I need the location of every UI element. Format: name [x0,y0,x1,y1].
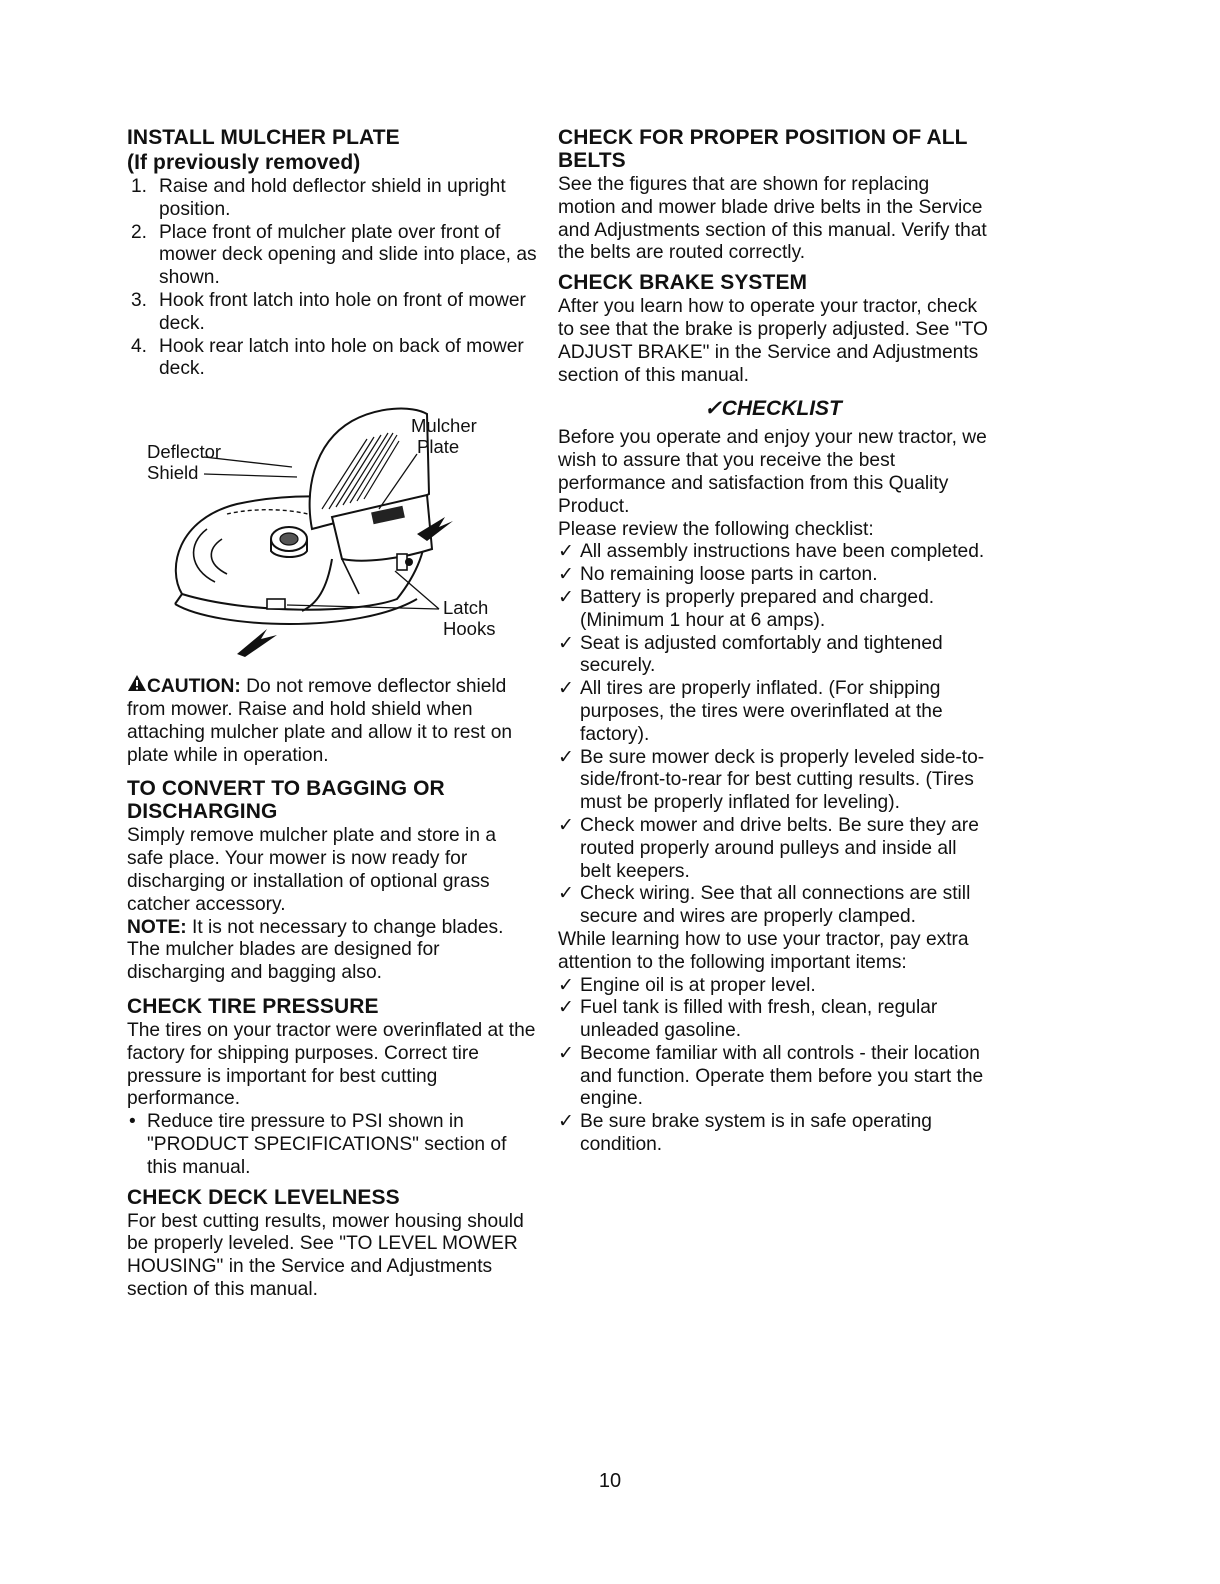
list-item [558,1111,988,1157]
check-mark-icon: ✓ [558,678,575,700]
list-item [558,997,988,1043]
list-item [558,564,988,587]
tire-heading: CHECK TIRE PRESSURE [127,994,379,1018]
step-text: Place front of mulcher plate over front of mower deck opening and slide into place, as shown. [159,221,537,289]
step-number: 1. [131,176,148,197]
latch-label-line2: Hooks [443,618,496,640]
step-number: 2. [131,221,148,243]
checklist-item-text: No remaining loose parts in carton. [580,564,878,586]
caution-label: CAUTION: [147,676,241,698]
left-column [127,126,537,1302]
deck-heading: CHECK DECK LEVELNESS [127,1185,400,1209]
check-mark-icon: ✓ [558,564,575,586]
checklist-intro: Before you operate and enjoy your new tractor, we wish to assure that you receive the best performance and satisfaction from this Quality Product. [558,427,987,517]
step-text: Hook rear latch into hole on back of mower deck. [159,335,524,380]
check-mark-icon: ✓ [558,814,575,836]
checklist-review: Please review the following checklist: [558,518,874,540]
checklist-item-text: Seat is adjusted comfortably and tightened securely. [580,632,943,677]
list-item [558,587,988,633]
checklist-item-text: All tires are properly inflated. (For shipping purposes, the tires were overinflated at the factory). [580,678,943,745]
list-item [558,975,988,998]
belts-body: See the figures that are shown for replacing motion and mower blade drive belts in the Service and Adjustments section of this manual. Verify that the belts are routed correctly. [558,174,987,264]
checklist-item-text: Check mower and drive belts. Be sure they are routed properly around pulleys and inside all belt keepers. [580,814,979,882]
warning-triangle-icon [127,674,147,692]
checklist-section [558,397,988,1157]
step-number: 4. [131,335,148,357]
check-mark-icon: ✓ [558,1111,575,1133]
list-item [558,633,988,679]
tire-body: The tires on your tractor were overinflated at the factory for shipping purposes. Correct tire pressure is important for best cutting performance. [127,1019,536,1110]
checklist-item-text: Become familiar with all controls - their location and function. Operate them before you start the engine. [580,1042,984,1110]
checklist-item-text: Fuel tank is filled with fresh, clean, regular unleaded gasoline. [580,997,938,1042]
step-text: Hook front latch into hole on front of mower deck. [159,289,526,334]
brake-heading: CHECK BRAKE SYSTEM [558,271,808,295]
list-item [558,747,988,815]
step-number: 3. [131,289,148,311]
spacer [127,985,537,995]
install-mulcher-section [127,126,537,381]
checklist-item-text: Be sure brake system is in safe operating condition. [580,1111,932,1156]
convert-heading: TO CONVERT TO BAGGING OR DISCHARGING [127,777,445,824]
check-mark-icon: ✓ [558,974,575,996]
checklist-item-text: All assembly instructions have been completed. [580,541,985,563]
checklist-item-text: Engine oil is at proper level. [580,974,816,996]
tire-bullet-text: Reduce tire pressure to PSI shown in "PRODUCT SPECIFICATIONS" section of this manual. [147,1111,507,1178]
deck-body: For best cutting results, mower housing should be properly leveled. See "TO LEVEL MOWER HOUSING" in the Service and Adjustments section of this manual. [127,1210,524,1300]
checklist-while: While learning how to use your tractor, pay extra attention to the following important items: [558,928,969,973]
caution-text: Do not remove deflector shield from mower. Raise and hold shield when attaching mulcher plate and allow it to rest on plate while in operation. [127,676,513,766]
check-mark-icon: ✓ [558,541,575,563]
caution-paragraph [127,674,537,767]
install-mulcher-heading: INSTALL MULCHER PLATE [127,126,400,149]
checklist-item-text: Be sure mower deck is properly leveled side-to-side/front-to-rear for best cutting results. (Tires must be properly inflated for leveling). [580,746,985,814]
list-item [127,222,537,290]
brake-body: After you learn how to operate your tractor, check to see that the brake is properly adjusted. See "TO ADJUST BRAKE" in the Service and Adjustments section of this manual. [558,296,988,386]
list-item [558,678,988,746]
deck-section [127,1186,537,1302]
install-mulcher-subheading: (If previously removed) [127,151,361,174]
list-item [558,541,988,564]
latch-label-line1: Latch [443,597,489,619]
list-item [127,1111,537,1179]
check-mark-icon: ✓ [558,1042,575,1064]
step-text: Raise and hold deflector shield in upright position. [159,176,506,220]
important-items-list [558,975,988,1157]
convert-body: Simply remove mulcher plate and store in a safe place. Your mower is now ready for discharging or installation of optional grass catcher accessory. [127,825,496,915]
spacer [127,664,537,674]
note-label: NOTE: [127,916,187,938]
list-item [558,1043,988,1111]
tire-section [127,995,537,1180]
check-mark-icon: ✓ [558,883,575,905]
check-mark-icon: ✓ [558,746,575,768]
check-mark-icon: ✓ [558,997,575,1019]
deflector-label-line2: Shield [147,462,199,484]
check-mark-icon: ✓ [558,586,575,608]
mulcher-steps-list [127,176,537,381]
belts-section [558,126,988,265]
spacer [127,767,537,777]
list-item [127,336,537,382]
list-item [558,815,988,883]
page-number: 10 [598,1470,622,1492]
right-column [558,126,988,1157]
checklist-list [558,541,988,929]
checklist-item-text: Check wiring. See that all connections are still secure and wires are properly clamped. [580,883,971,928]
list-item [127,176,537,222]
note-paragraph [127,917,537,985]
deflector-label-line1: Deflector [147,441,222,463]
checklist-item-text: Battery is properly prepared and charged. (Minimum 1 hour at 6 amps). [580,586,935,631]
belts-heading: CHECK FOR PROPER POSITION OF ALL BELTS [558,126,968,172]
mulcher-plate-figure [127,399,537,664]
note-text: It is not necessary to change blades. The mulcher blades are designed for discharging and bagging also. [127,916,504,984]
mulcher-label-line2: Plate [417,436,460,458]
mulcher-label-line1: Mulcher [411,415,477,437]
list-item [127,290,537,336]
convert-section [127,777,537,985]
brake-section [558,271,988,387]
bullet-mark: • [129,1111,136,1133]
checklist-heading: ✓CHECKLIST [704,397,842,421]
list-item [558,883,988,929]
check-mark-icon: ✓ [558,632,575,654]
